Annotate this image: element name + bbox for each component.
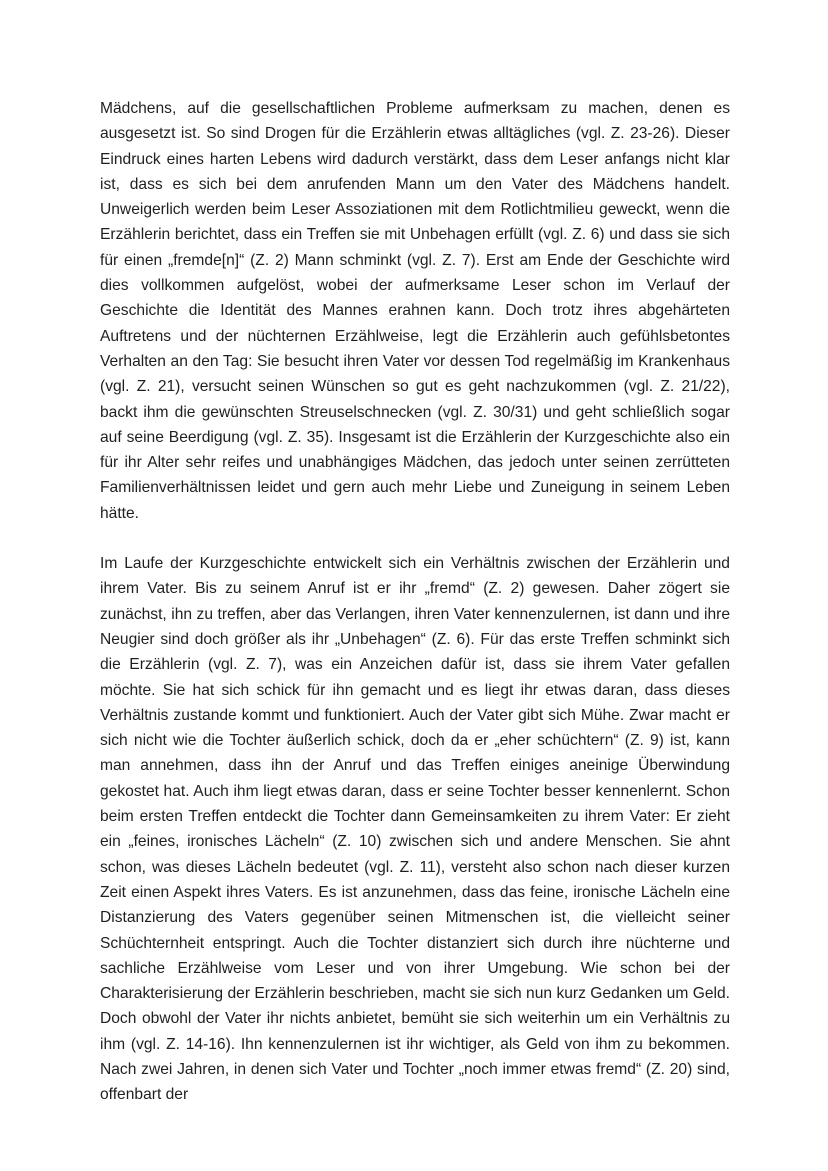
paragraph-father-relationship: Im Laufe der Kurzgeschichte entwickelt sich ein Verhältnis zwischen der Erzählerin und ihrem Vater. Bis zu seinem Anruf ist er ihr „fremd“ (Z. 2) gewesen. Daher zögert sie zunächst, ihn zu treffen, aber das Verlangen, ihren Vater kennenzulernen, ist dann und ihre Neugier sind doch größer als ihr „Unbehagen“ (Z. 6). Für das erste Treffen schminkt sich die Erzählerin (vgl. Z. 7), was ein Anzeichen dafür ist, dass sie ihrem Vater gefallen möchte. Sie hat sich schick für ihn gemacht und es liegt ihr etwas daran, dass dieses Verhältnis zustande kommt und funktioniert. Auch der Vater gibt sich Mühe. Zwar macht er sich nicht wie die Tochter äußerlich schick, doch da er „eher schüchtern“ (Z. 9) ist, kann man annehmen, dass ihn der Anruf und das Treffen einiges aneinige Überwindung gekostet hat. Auch ihm liegt etwas daran, dass er seine Tochter besser kennenlernt. Schon beim ersten Treffen entdeckt die Tochter dann Gemeinsamkeiten zu ihrem Vater: Er zieht ein „feines, ironisches Lächeln“ (Z. 10) zwischen sich und andere Menschen. Sie ahnt schon, was dieses Lächeln bedeutet (vgl. Z. 11), versteht also schon nach dieser kurzen Zeit einen Aspekt ihres Vaters. Es ist anzunehmen, dass das feine, ironische Lächeln eine Distanzierung des Vaters gegenüber seinen Mitmenschen ist, die vielleicht seiner Schüchternheit entspringt. Auch die Tochter distanziert sich durch ihre nüchterne und sachliche Erzählweise vom Leser und von ihrer Umgebung. Wie schon bei der Charakterisierung der Erzählerin beschrieben, macht sie sich nun kurz Gedanken um Geld. Doch obwohl der Vater ihr nichts anbietet, bemüht sie sich weiterhin um ein Verhältnis zu ihm (vgl. Z. 14-16). Ihn kennenzulernen ist ihr wichtiger, als Geld von ihm zu bekommen. Nach zwei Jahren, in denen sich Vater und Tochter „noch immer etwas fremd“ (Z. 20) sind, offenbart der xyxy=(100,555,730,1104)
paragraph-character-description: Mädchens, auf die gesellschaftlichen Probleme aufmerksam zu machen, denen es ausgesetzt ist. So sind Drogen für die Erzählerin etwas alltägliches (vgl. Z. 23-26). Dieser Eindruck eines harten Lebens wird dadurch verstärkt, dass dem Leser anfangs nicht klar ist, dass es sich bei dem anrufenden Mann um den Vater des Mädchens handelt. Unweigerlich werden beim Leser Assoziationen mit dem Rotlichtmilieu geweckt, wenn die Erzählerin berichtet, dass ein Treffen sie mit Unbehagen erfüllt (vgl. Z. 6) und dass sie sich für einen „fremde[n]“ (Z. 2) Mann schminkt (vgl. Z. 7). Erst am Ende der Geschichte wird dies vollkommen aufgelöst, wobei der aufmerksame Leser schon im Verlauf der Geschichte die Identität des Mannes erahnen kann. Doch trotz ihres abgehärteten Auftretens und der nüchternen Erzählweise, legt die Erzählerin auch gefühlsbetontes Verhalten an den Tag: Sie besucht ihren Vater vor dessen Tod regelmäßig im Krankenhaus (vgl. Z. 21), versucht seinen Wünschen so gut es geht nachzukommen (vgl. Z. 21/22), backt ihm die gewünschten Streuselschnecken (vgl. Z. 30/31) und geht schließlich sogar auf seine Beerdigung (vgl. Z. 35). Insgesamt ist die Erzählerin der Kurzgeschichte also ein für ihr Alter sehr reifes und unabhängiges Mädchen, das jedoch unter seinen zerrütteten Familienverhältnissen leidet und gern auch mehr Liebe und Zuneigung in seinem Leben hätte. xyxy=(100,100,730,522)
document-page xyxy=(100,96,730,1108)
